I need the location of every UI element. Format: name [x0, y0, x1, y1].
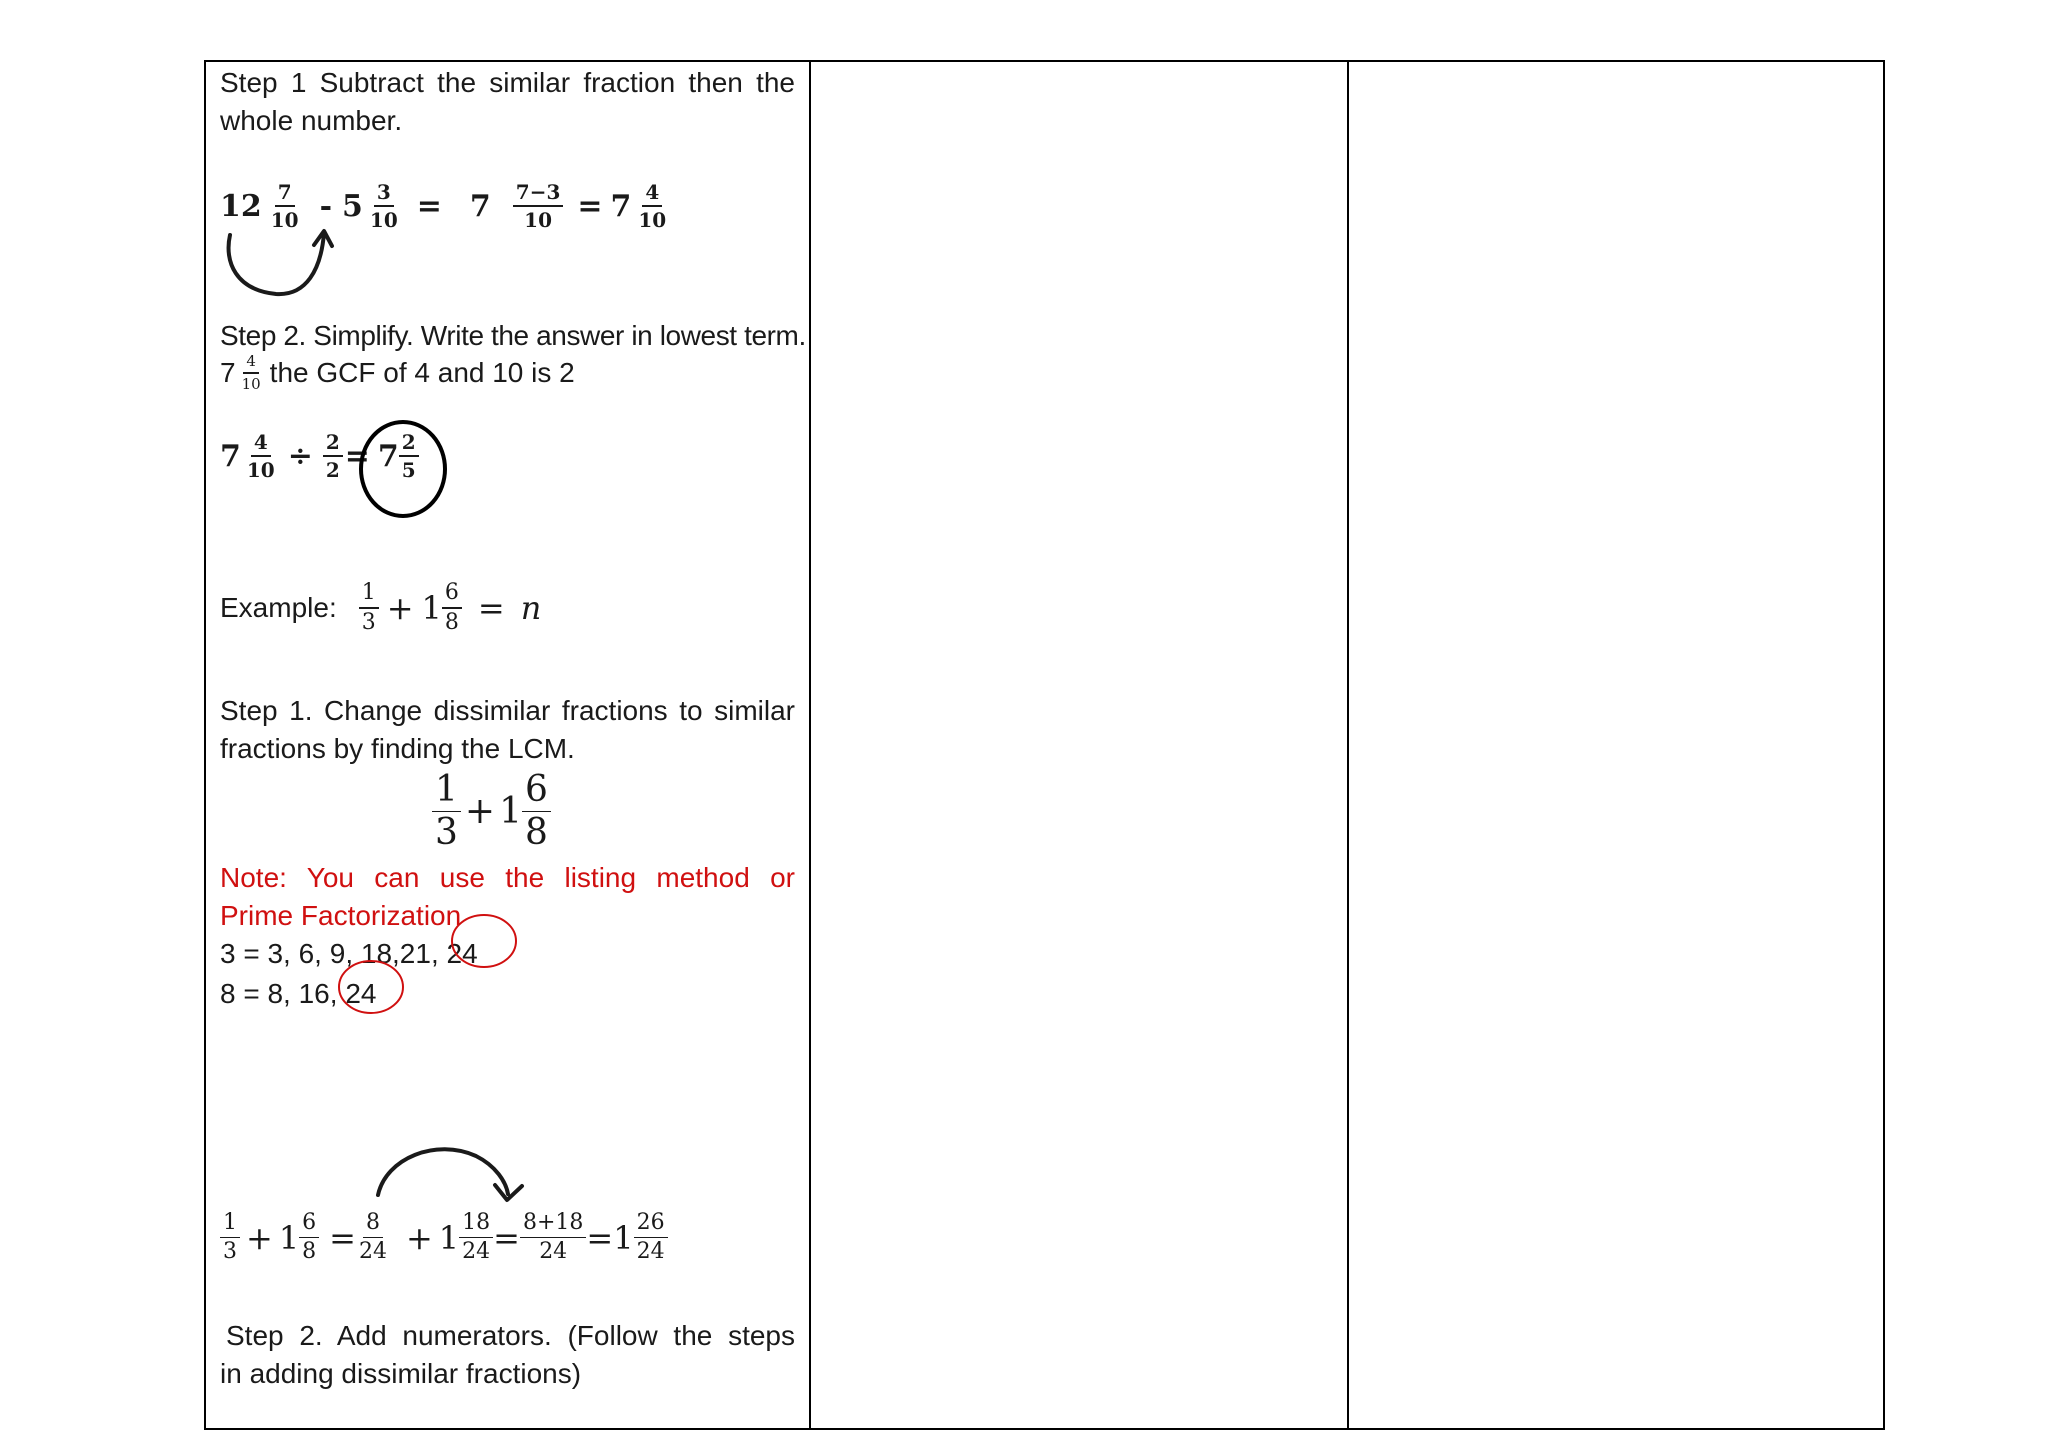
example-variable-n: n	[520, 589, 542, 627]
minus-sign: -	[319, 188, 333, 224]
division-sign: ÷	[287, 438, 313, 474]
whole-12: 12	[220, 188, 262, 224]
simplify-fraction-4-10: $\frac{4}{10}$	[246, 430, 275, 482]
lcm-step1-line2: fractions by finding the LCM.	[220, 733, 575, 764]
final-plus: +	[246, 1218, 273, 1257]
final-plus-2: +	[405, 1218, 433, 1257]
final-equals-3: =	[586, 1218, 614, 1257]
multiples-of-3: 3 = 3, 6, 9, 18,21, 24	[220, 938, 478, 969]
gcf-fraction: $\frac{4}{10}$	[241, 352, 261, 393]
example-label: Example:	[220, 592, 337, 623]
result-fraction-2-5: $\frac{2}{5}$	[399, 432, 419, 480]
gcf-text: the GCF of 4 and 10 is 2	[269, 357, 575, 388]
example-fraction-6-8: $\frac{6}{8}$	[442, 582, 462, 634]
result-whole: 7	[377, 438, 399, 474]
content-table	[204, 60, 1885, 1430]
simplify-whole: 7	[220, 438, 241, 474]
note-line1: Note: You can use the listing method or	[220, 862, 795, 893]
final-whole-1c: 1	[613, 1218, 634, 1257]
final-fraction-1-3: $\frac{1}{3}$	[220, 1212, 240, 1263]
big-whole-1: 1	[499, 791, 522, 832]
note-line2: Prime Factorization	[220, 900, 462, 931]
example-fraction-1-3: $\frac{1}{3}$	[359, 582, 379, 634]
equals-sign-2: =	[577, 188, 603, 224]
final-equals: =	[329, 1218, 356, 1257]
add-numerators-line1: Step 2. Add numerators. (Follow the steps	[226, 1320, 795, 1351]
table-cell-explanation	[206, 62, 811, 1428]
table-cell-empty-3	[1349, 62, 1883, 1428]
big-plus: +	[464, 791, 496, 832]
step2-simplify-text: Step 2. Simplify. Write the answer in lowest term.	[220, 320, 806, 351]
lcm-equation	[220, 1212, 668, 1263]
big-fraction-1-3: $\frac{1}{3}$	[432, 772, 461, 851]
simplify-equals: =	[344, 438, 370, 474]
multiples-of-8: 8 = 8, 16, 24	[220, 978, 377, 1009]
step1-text-line2: whole number.	[220, 105, 403, 136]
final-whole-1b: 1	[438, 1218, 460, 1257]
final-fraction-18-24: $\frac{18}{24}$	[459, 1212, 493, 1263]
carry-arrow-icon	[206, 62, 811, 1282]
final-equals-2: =	[493, 1218, 520, 1257]
final-fraction-26-24: $\frac{26}{24}$	[634, 1212, 668, 1263]
example-equals: =	[477, 589, 505, 627]
final-fraction-6-8: $\frac{6}{8}$	[299, 1212, 319, 1263]
step1-text-line1: Step 1 Subtract the similar fraction then the	[220, 67, 795, 98]
big-fraction-6-8: $\frac{6}{8}$	[522, 772, 551, 851]
gcf-whole: 7	[220, 357, 236, 388]
simplify-fraction-2-2: $\frac{2}{2}$	[323, 432, 343, 480]
whole-5: 5	[342, 188, 363, 224]
fraction-3-10: $\frac{3}{10}$	[369, 180, 398, 232]
lcm-step1-line1: Step 1. Change dissimilar fractions to similar	[220, 695, 795, 726]
equals-sign: =	[416, 188, 442, 224]
whole-7-result: 7	[610, 188, 632, 224]
final-fraction-sum-24: $\frac{8+18}{24}$	[520, 1212, 586, 1263]
fraction-7-10: $\frac{7}{10}$	[270, 180, 299, 232]
fraction-7minus3-10: $\frac{7-3}{10}$	[513, 182, 564, 230]
final-whole-1: 1	[278, 1218, 300, 1257]
example-plus: +	[386, 589, 414, 627]
add-numerators-line2: in adding dissimilar fractions)	[220, 1358, 582, 1389]
fraction-4-10: $\frac{4}{10}$	[638, 180, 667, 232]
example-whole-1: 1	[421, 589, 442, 627]
whole-7: 7	[469, 188, 491, 224]
table-cell-empty-2	[811, 62, 1349, 1428]
final-fraction-8-24: $\frac{8}{24}$	[358, 1210, 387, 1264]
